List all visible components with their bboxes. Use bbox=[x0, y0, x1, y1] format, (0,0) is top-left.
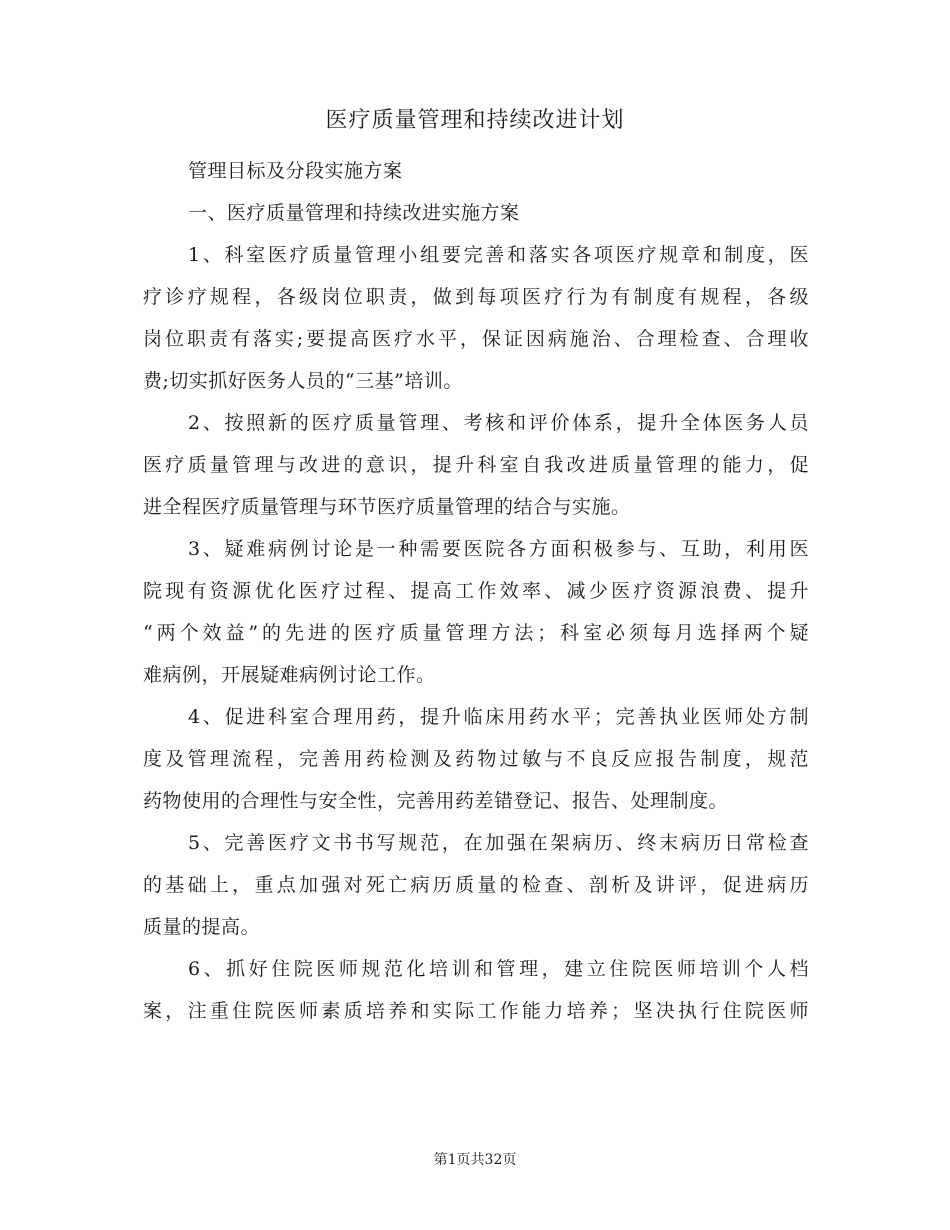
text-line: 一、医疗质量管理和持续改进实施方案 bbox=[188, 202, 520, 224]
text-line: 进全程医疗质量管理与环节医疗质量管理的结合与实施。 bbox=[143, 496, 631, 518]
text-line: 6、抓好住院医师规范化培训和管理，建立住院医师培训个人档 bbox=[188, 958, 809, 980]
text-line: 度及管理流程，完善用药检测及药物过敏与不良反应报告制度，规范 bbox=[143, 748, 809, 770]
text-line: 费;切实抓好医务人员的“三基”培训。 bbox=[143, 370, 463, 392]
text-line: 3、疑难病例讨论是一种需要医院各方面积极参与、互助，利用医 bbox=[188, 538, 809, 560]
text-line: 药物使用的合理性与安全性，完善用药差错登记、报告、处理制度。 bbox=[143, 790, 729, 812]
text-line: 管理目标及分段实施方案 bbox=[188, 160, 403, 182]
text-line: 院现有资源优化医疗过程、提高工作效率、减少医疗资源浪费、提升 bbox=[143, 580, 809, 602]
text-line: 质量的提高。 bbox=[143, 916, 261, 938]
text-line: 的基础上，重点加强对死亡病历质量的检查、剖析及讲评，促进病历 bbox=[143, 874, 809, 896]
page-number: 第1页共32页 bbox=[433, 1152, 517, 1168]
text-line: 1、科室医疗质量管理小组要完善和落实各项医疗规章和制度，医 bbox=[188, 244, 809, 266]
text-line: 难病例，开展疑难病例讨论工作。 bbox=[143, 664, 436, 686]
text-line: 医疗质量管理与改进的意识，提升科室自我改进质量管理的能力，促 bbox=[143, 454, 809, 476]
text-line: 案，注重住院医师素质培养和实际工作能力培养；坚决执行住院医师 bbox=[143, 1000, 809, 1022]
text-line: 5、完善医疗文书书写规范，在加强在架病历、终末病历日常检查 bbox=[188, 832, 809, 854]
text-line: “两个效益”的先进的医疗质量管理方法；科室必须每月选择两个疑 bbox=[143, 622, 809, 644]
document-body bbox=[143, 150, 809, 1032]
text-line: 疗诊疗规程，各级岗位职责，做到每项医疗行为有制度有规程，各级 bbox=[143, 286, 809, 308]
text-line: 2、按照新的医疗质量管理、考核和评价体系，提升全体医务人员 bbox=[188, 412, 809, 434]
document-title: 医疗质量管理和持续改进计划 bbox=[325, 108, 625, 133]
text-line: 岗位职责有落实;要提高医疗水平，保证因病施治、合理检查、合理收 bbox=[143, 328, 809, 350]
text-line: 4、促进科室合理用药，提升临床用药水平；完善执业医师处方制 bbox=[188, 706, 809, 728]
